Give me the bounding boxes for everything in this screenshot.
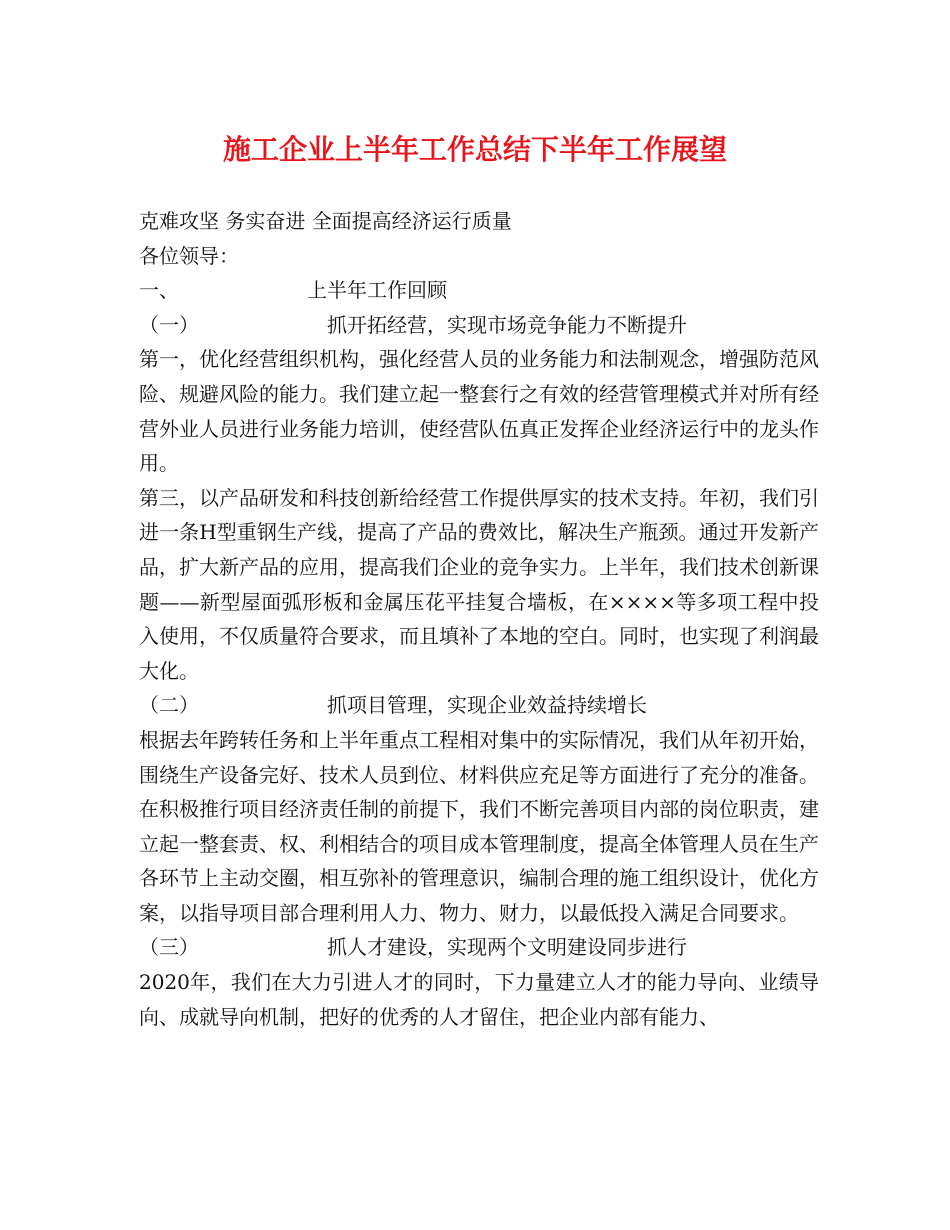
paragraph: 第一，优化经营组织机构，强化经营人员的业务能力和法制观念，增强防范风险、规避风险的能力。我们建立起一整套行之有效的经营管理模式并对所有经营外业人员进行业务能力培训，使经营队伍真正发挥企业经济运行中的龙头作用。 — [139, 347, 819, 476]
subtitle: 克难攻坚 务实奋进 全面提高经济运行质量 — [139, 209, 512, 233]
section-title-1: 上半年工作回顾 — [307, 278, 447, 303]
subsection-number-3: （三） — [139, 935, 199, 960]
section-number-1: 一、 — [139, 278, 179, 303]
subsection-number-1: （一） — [139, 312, 199, 337]
paragraph: 根据去年跨转任务和上半年重点工程相对集中的实际情况，我们从年初开始，围绕生产设备完好、技术人员到位、材料供应充足等方面进行了充分的准备。在积极推行项目经济责任制的前提下，我们不断完善项目内部的岗位职责，建立起一整套责、权、利相结合的项目成本管理制度，提高全体管理人员在生产各环节上主动交圈，相互弥补的管理意识，编制合理的施工组织设计，优化方案，以指导项目部合理利用人力、物力、财力，以最低投入满足合同要求。 — [139, 727, 819, 925]
document-body — [139, 204, 819, 1034]
subsection-title-3: 抓人才建设，实现两个文明建设同步进行 — [327, 935, 687, 960]
document-title: 施工企业上半年工作总结下半年工作展望 — [222, 133, 727, 166]
paragraph: 2020年，我们在大力引进人才的同时，下力量建立人才的能力导向、业绩导向、成就导向机制，把好的优秀的人才留住，把企业内部有能力、 — [139, 970, 819, 1029]
subsection-heading-2 — [139, 688, 819, 723]
salutation: 各位领导： — [139, 243, 239, 268]
section-heading-1 — [139, 273, 819, 308]
subsection-number-2: （二） — [139, 693, 199, 718]
subsection-title-2: 抓项目管理，实现企业效益持续增长 — [327, 693, 647, 718]
subsection-title-1: 抓开拓经营，实现市场竞争能力不断提升 — [327, 312, 687, 337]
subsection-heading-3 — [139, 930, 819, 965]
paragraph: 第三，以产品研发和科技创新给经营工作提供厚实的技术支持。年初，我们引进一条H型重钢生产线，提高了产品的费效比，解决生产瓶颈。通过开发新产品，扩大新产品的应用，提高我们企业的竞争实力。上半年，我们技术创新课题——新型屋面弧形板和金属压花平挂复合墙板，在××××等多项工程中投入使用，不仅质量符合要求，而且填补了本地的空白。同时，也实现了利润最大化。 — [139, 485, 819, 683]
subsection-heading-1 — [139, 308, 819, 343]
